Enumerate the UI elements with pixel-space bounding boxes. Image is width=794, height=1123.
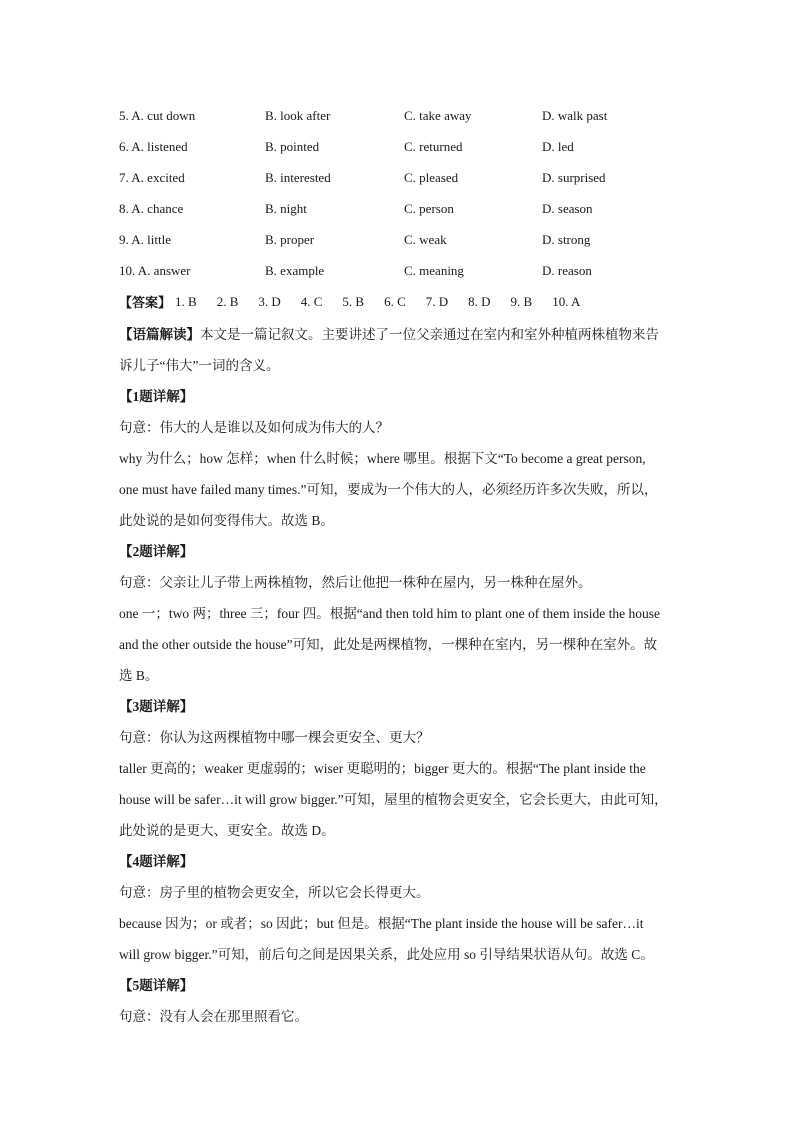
passage-intro-line-2: 诉儿子“伟大”一词的含义。 <box>119 357 280 373</box>
option-b: B. night <box>265 200 307 216</box>
option-c: C. weak <box>404 231 447 247</box>
detail-heading: 【1题详解】 <box>119 388 194 404</box>
answer-key-label: 【答案】 <box>119 295 172 310</box>
option-c: C. meaning <box>404 262 464 278</box>
detail-section-1 <box>119 379 679 534</box>
detail-heading: 【2题详解】 <box>119 543 194 559</box>
option-row-10 <box>119 255 679 286</box>
answer-item: 4. C <box>300 293 323 309</box>
detail-line: one must have failed many times.”可知，要成为一个伟大的人，必须经历许多次失败，所以， <box>119 481 658 497</box>
answer-item: 9. B <box>510 293 533 309</box>
answer-item: 7. D <box>425 293 449 309</box>
answer-item: 2. B <box>216 293 239 309</box>
detail-line: because 因为；or 或者；so 因此；but 但是。根据“The plant inside the house will be safer…it <box>119 915 644 931</box>
answer-item: 1. B <box>175 293 197 309</box>
option-b: B. example <box>265 262 325 278</box>
detail-line: 此处说的是更大、更安全。故选 D。 <box>119 822 335 838</box>
option-a: 9. A. little <box>119 231 171 247</box>
detail-line: taller 更高的；weaker 更虚弱的；wiser 更聪明的；bigger 更大的。根据“The plant inside the <box>119 760 646 776</box>
answer-item: 8. D <box>468 293 491 309</box>
detail-section-4 <box>119 844 679 968</box>
option-d: D. led <box>542 138 574 154</box>
detail-section-5 <box>119 968 679 1030</box>
option-row-7 <box>119 162 679 193</box>
option-c: C. returned <box>404 138 463 154</box>
detail-line: 选 B。 <box>119 667 159 683</box>
option-row-6 <box>119 131 679 162</box>
passage-intro-text: 本文是一篇记叙文。主要讲述了一位父亲通过在室内和室外种植两株植物来告 <box>200 326 659 342</box>
passage-intro-line-1 <box>119 317 679 348</box>
option-c: C. person <box>404 200 454 216</box>
detail-line: and the other outside the house”可知，此处是两棵植物，一棵种在室内，另一棵种在室外。故 <box>119 636 658 652</box>
detail-sentence: 句意：伟大的人是谁以及如何成为伟大的人？ <box>119 419 389 435</box>
option-a: 7. A. excited <box>119 169 185 185</box>
detail-line: why 为什么；how 怎样；when 什么时候；where 哪里。根据下文“To become a great person, <box>119 450 646 466</box>
detail-sentence: 句意：父亲让儿子带上两株植物，然后让他把一株种在屋内，另一株种在屋外。 <box>119 574 592 590</box>
answer-item: 10. A <box>552 293 581 309</box>
detail-sentence: 句意：房子里的植物会更安全，所以它会长得更大。 <box>119 884 430 900</box>
options-table <box>119 100 679 286</box>
option-a: 10. A. answer <box>119 262 191 278</box>
option-c: C. pleased <box>404 169 459 185</box>
document-page <box>119 100 679 1030</box>
detail-heading: 【3题详解】 <box>119 698 194 714</box>
option-a: 6. A. listened <box>119 138 188 154</box>
detail-line: will grow bigger.”可知，前后句之间是因果关系，此处应用 so 引导结果状语从句。故选 C。 <box>119 946 654 962</box>
option-b: B. pointed <box>265 138 320 154</box>
detail-line: house will be safer…it will grow bigger.”可知，屋里的植物会更安全，它会长更大，由此可知， <box>119 791 668 807</box>
detail-section-3 <box>119 689 679 844</box>
option-row-8 <box>119 193 679 224</box>
detail-heading: 【5题详解】 <box>119 977 194 993</box>
option-row-9 <box>119 224 679 255</box>
option-b: B. look after <box>265 107 331 123</box>
detail-heading: 【4题详解】 <box>119 853 194 869</box>
option-b: B. proper <box>265 231 315 247</box>
option-a: 5. A. cut down <box>119 107 196 123</box>
option-d: D. surprised <box>542 169 606 185</box>
answer-key <box>119 286 679 317</box>
answer-item: 5. B <box>342 293 365 309</box>
answer-item: 3. D <box>258 293 281 309</box>
option-row-5 <box>119 100 679 131</box>
detail-section-2 <box>119 534 679 689</box>
option-d: D. walk past <box>542 107 608 123</box>
detail-sentence: 句意：没有人会在那里照看它。 <box>119 1008 308 1024</box>
option-c: C. take away <box>404 107 472 123</box>
option-d: D. season <box>542 200 593 216</box>
answer-item: 6. C <box>384 293 406 309</box>
option-d: D. reason <box>542 262 592 278</box>
option-b: B. interested <box>265 169 331 185</box>
detail-sentence: 句意：你认为这两棵植物中哪一棵会更安全、更大？ <box>119 729 430 745</box>
passage-intro-label: 【语篇解读】 <box>119 326 200 342</box>
detail-line: 此处说的是如何变得伟大。故选 B。 <box>119 512 334 528</box>
option-d: D. strong <box>542 231 591 247</box>
detail-line: one 一；two 两；three 三；four 四。根据“and then told him to plant one of them inside the house <box>119 605 661 621</box>
option-a: 8. A. chance <box>119 200 184 216</box>
